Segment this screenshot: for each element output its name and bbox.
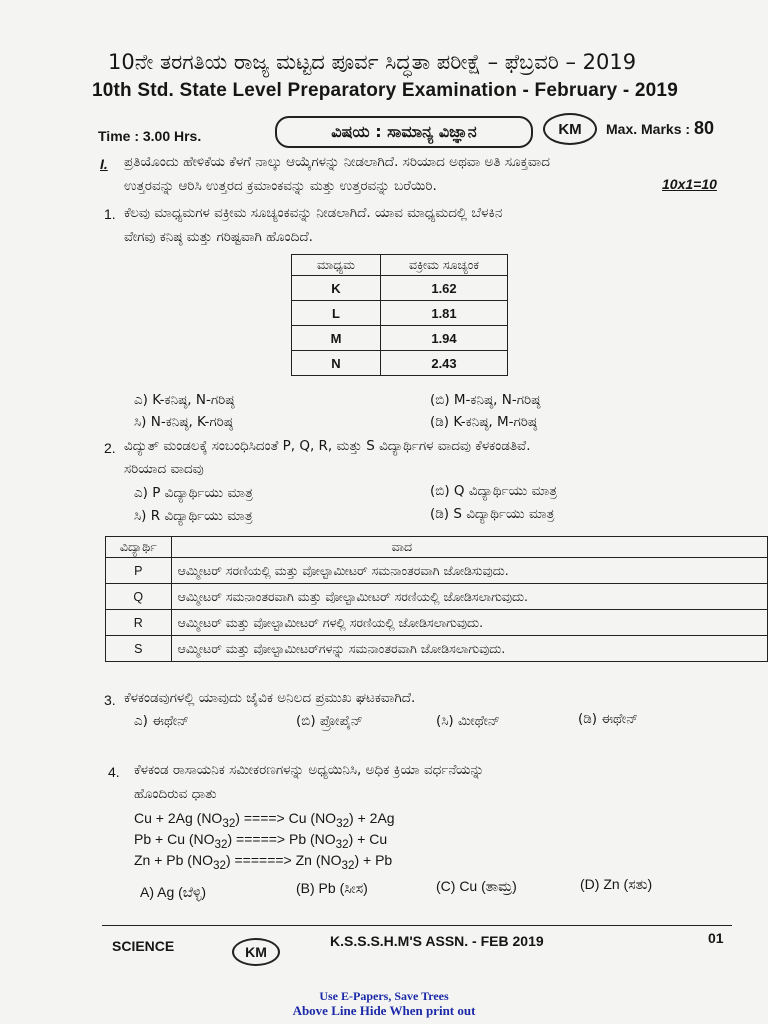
subscript: 2 <box>228 816 236 830</box>
table-cell: ಆಮ್ಮೀಟರ್ ಮತ್ತು ವೋಲ್ಟಾಮೀಟರ್ ಗಳಲ್ಲಿ ಸರಣಿಯಲ್ಲಿ ಜೋಡಿಸಲಾಗುವುದು. <box>171 610 767 636</box>
table-header-row <box>292 255 508 276</box>
q4-text-line2: ಹೊಂದಿರುವ ಧಾತು <box>134 786 217 802</box>
q4-equation-1 <box>134 810 395 830</box>
medium-badge: KM <box>543 113 597 145</box>
table-cell: M <box>292 326 381 351</box>
table-cell: S <box>106 636 172 662</box>
table-row <box>106 610 768 636</box>
equation-text: ) ====> Cu (NO <box>235 810 337 826</box>
equation-text: Pb + Cu (NO <box>134 831 215 847</box>
table-cell: ಆಮ್ಮೀಟರ್ ಸರಣಿಯಲ್ಲಿ ಮತ್ತು ವೋಲ್ಟಾಮೀಟರ್ ಸಮನಾಂತರವಾಗಿ ಜೋಡಿಸುವುದು. <box>171 558 767 584</box>
subscript: 2 <box>342 816 350 830</box>
q3-option-c: (ಸಿ) ಮೀಥೇನ್ <box>436 713 500 729</box>
table-cell: 1.81 <box>381 301 508 326</box>
table-row <box>106 636 768 662</box>
footer-divider <box>102 925 732 926</box>
equation-text: ) + Pb <box>354 852 393 868</box>
subscript: 2 <box>219 858 226 872</box>
q4-number: 4. <box>108 764 120 780</box>
q4-option-b: (B) Pb (ಸೀಸ) <box>296 880 368 896</box>
footer-subject: SCIENCE <box>112 938 175 954</box>
subject-box <box>275 116 533 148</box>
table-row <box>292 351 508 376</box>
max-marks-value: 80 <box>693 118 714 138</box>
q4-equation-2 <box>134 831 387 851</box>
table-cell: ಆಮ್ಮೀಟರ್ ಸಮನಾಂತರವಾಗಿ ಮತ್ತು ವೋಲ್ಟಾಮೀಟರ್ ಸರಣಿಯಲ್ಲಿ ಜೋಡಿಸಲಾಗುವುದು. <box>171 584 767 610</box>
q2-text-line1: ವಿದ್ಯುತ್ ಮಂಡಲಕ್ಕೆ ಸಂಬಂಧಿಸಿದಂತೆ P, Q, R, ಮತ್ತು S ವಿದ್ಯಾರ್ಥಿಗಳ ವಾದವು ಕೆಳಕಂಡತಿವೆ. <box>124 438 531 454</box>
q4-option-d: (D) Zn (ಸತು) <box>580 876 653 892</box>
equation-text: ) + Cu <box>348 831 388 847</box>
marks-scheme: 10x1=10 <box>662 176 717 192</box>
q3-text: ಕೆಳಕಂಡವುಗಳಲ್ಲಿ ಯಾವುದು ಜೈವಿಕ ಅನಿಲದ ಪ್ರಮುಖ ಘಟಕವಾಗಿದೆ. <box>124 690 416 706</box>
subscript: 3 <box>212 858 220 872</box>
student-claims-table <box>105 536 768 662</box>
equation-text: Cu + 2Ag (NO <box>134 810 223 826</box>
q2-option-c: ಸಿ) R ವಿದ್ಯಾರ್ಥಿಯು ಮಾತ್ರ <box>134 508 253 524</box>
q2-option-a: ಎ) P ವಿದ್ಯಾರ್ಥಿಯು ಮಾತ್ರ <box>134 485 253 501</box>
table-row <box>292 301 508 326</box>
table-cell: 1.62 <box>381 276 508 301</box>
subscript: 2 <box>342 837 349 851</box>
q2-text-line2: ಸರಿಯಾದ ವಾದವು <box>124 461 204 477</box>
subject-label: ವಿಷಯ : ಸಾಮಾನ್ಯ ವಿಜ್ಞಾನ <box>331 122 477 141</box>
table-cell: 2.43 <box>381 351 508 376</box>
promo-line-1: Use E-Papers, Save Trees <box>319 989 449 1003</box>
max-marks <box>606 118 714 139</box>
exam-title-english: 10th Std. State Level Preparatory Examination - February - 2019 <box>92 80 678 101</box>
footer-medium-badge: KM <box>232 938 280 966</box>
equation-text: ) =====> Pb (NO <box>227 831 336 847</box>
q1-option-a: ಎ) K-ಕನಿಷ್ಠ, N-ಗರಿಷ್ಠ <box>134 392 235 408</box>
section-instruction-line2: ಉತ್ತರವನ್ನು ಆರಿಸಿ ಉತ್ತರದ ಕ್ರಮಾಂಕವನ್ನು ಮತ್ತು ಉತ್ತರವನ್ನು ಬರೆಯಿರಿ. <box>124 178 437 194</box>
table-cell: K <box>292 276 381 301</box>
q2-number: 2. <box>104 440 116 456</box>
equation-text: ) + 2Ag <box>349 810 395 826</box>
section-instruction-line1: ಪ್ರತಿಯೊಂದು ಹೇಳಿಕೆಯ ಕೆಳಗೆ ನಾಲ್ಕು ಆಯ್ಕೆಗಳನ್ನು ನೀಡಲಾಗಿದೆ. ಸರಿಯಾದ ಅಥವಾ ಅತಿ ಸೂಕ್ತವಾದ <box>124 154 551 170</box>
promo-line-2: Above Line Hide When print out <box>292 1003 476 1018</box>
q3-option-d: (ಡಿ) ಈಥೇನ್ <box>578 711 639 727</box>
q1-option-d: (ಡಿ) K-ಕನಿಷ್ಠ, M-ಗರಿಷ್ಠ <box>430 414 538 430</box>
q4-text-line1: ಕೆಳಕಂಡ ರಾಸಾಯನಿಕ ಸಮೀಕರಣಗಳನ್ನು ಅಧ್ಯಯಿನಿಸಿ, ಅಧಿಕ ಕ್ರಿಯಾ ವರ್ಧನೆಯನ್ನು <box>134 762 485 778</box>
table-row <box>292 276 508 301</box>
table-cell: R <box>106 610 172 636</box>
q1-option-c: ಸಿ) N-ಕನಿಷ್ಠ, K-ಗರಿಷ್ಠ <box>134 414 233 430</box>
footer-association: K.S.S.S.H.M'S ASSN. - FEB 2019 <box>330 933 544 949</box>
equation-text: ) ======> Zn (NO <box>225 852 342 868</box>
subscript: 2 <box>347 858 355 872</box>
table-header-row <box>106 537 768 558</box>
q4-option-a: A) Ag (ಬೆಳ್ಳಿ) <box>140 884 207 900</box>
section-number: I. <box>100 156 108 172</box>
q1-text-line1: ಕೆಲವು ಮಾಧ್ಯಮಗಳ ವಕ್ರೀಮ ಸೂಚ್ಯಂಕವನ್ನು ನೀಡಲಾಗಿದೆ. ಯಾವ ಮಾಧ್ಯಮದಲ್ಲಿ ಬೆಳಕಿನ <box>124 205 503 221</box>
table-header-cell: ವಾದ <box>171 537 767 558</box>
table-row <box>106 584 768 610</box>
subscript: 3 <box>222 816 229 830</box>
table-cell: Q <box>106 584 172 610</box>
exam-time: Time : 3.00 Hrs. <box>98 128 202 144</box>
exam-title-kannada: 10ನೇ ತರಗತಿಯ ರಾಜ್ಯ ಮಟ್ಟದ ಪೂರ್ವ ಸಿದ್ಧತಾ ಪರೀಕ್ಷೆ – ಫೆಬ್ರವರಿ – 2019 <box>108 50 637 74</box>
subscript: 2 <box>221 837 228 851</box>
q1-option-b: (ಬಿ) M-ಕನಿಷ್ಠ, N-ಗರಿಷ್ಠ <box>430 392 541 408</box>
table-header-cell: ವಿದ್ಯಾರ್ಥಿ <box>106 537 172 558</box>
table-row <box>292 326 508 351</box>
q3-number: 3. <box>104 692 116 708</box>
table-header-cell: ವಕ್ರೀಮ ಸೂಚ್ಯಂಕ <box>381 255 508 276</box>
q4-equation-3 <box>134 852 392 872</box>
q2-option-d: (ಡಿ) S ವಿದ್ಯಾರ್ಥಿಯು ಮಾತ್ರ <box>430 506 555 522</box>
table-header-cell: ಮಾಧ್ಯಮ <box>292 255 381 276</box>
equation-text: Zn + Pb (NO <box>134 852 213 868</box>
table-cell: P <box>106 558 172 584</box>
table-cell: ಆಮ್ಮೀಟರ್ ಮತ್ತು ವೋಲ್ಟಾಮೀಟರ್‌ಗಳನ್ನು ಸಮನಾಂತರವಾಗಿ ಜೋಡಿಸಲಾಗುವುದು. <box>171 636 767 662</box>
q3-option-b: (ಬಿ) ಪ್ರೋಪೈನ್ <box>296 713 363 729</box>
table-cell: 1.94 <box>381 326 508 351</box>
table-cell: N <box>292 351 381 376</box>
refractive-index-table <box>291 254 508 376</box>
q1-text-line2: ವೇಗವು ಕನಿಷ್ಠ ಮತ್ತು ಗರಿಷ್ಟವಾಗಿ ಹೊಂದಿದೆ. <box>124 229 313 245</box>
q2-option-b: (ಬಿ) Q ವಿದ್ಯಾರ್ಥಿಯು ಮಾತ್ರ <box>430 483 557 499</box>
q4-option-c: (C) Cu (ತಾಮ್ರ) <box>436 878 517 894</box>
table-cell: L <box>292 301 381 326</box>
q1-number: 1. <box>104 206 116 222</box>
footer-page-number: 01 <box>708 930 724 946</box>
max-marks-label: Max. Marks : <box>606 121 691 137</box>
subscript: 3 <box>341 858 348 872</box>
table-row <box>106 558 768 584</box>
subscript: 3 <box>336 816 343 830</box>
subscript: 3 <box>335 837 343 851</box>
q3-option-a: ಎ) ಈಥೇನ್ <box>134 713 189 729</box>
subscript: 3 <box>214 837 222 851</box>
